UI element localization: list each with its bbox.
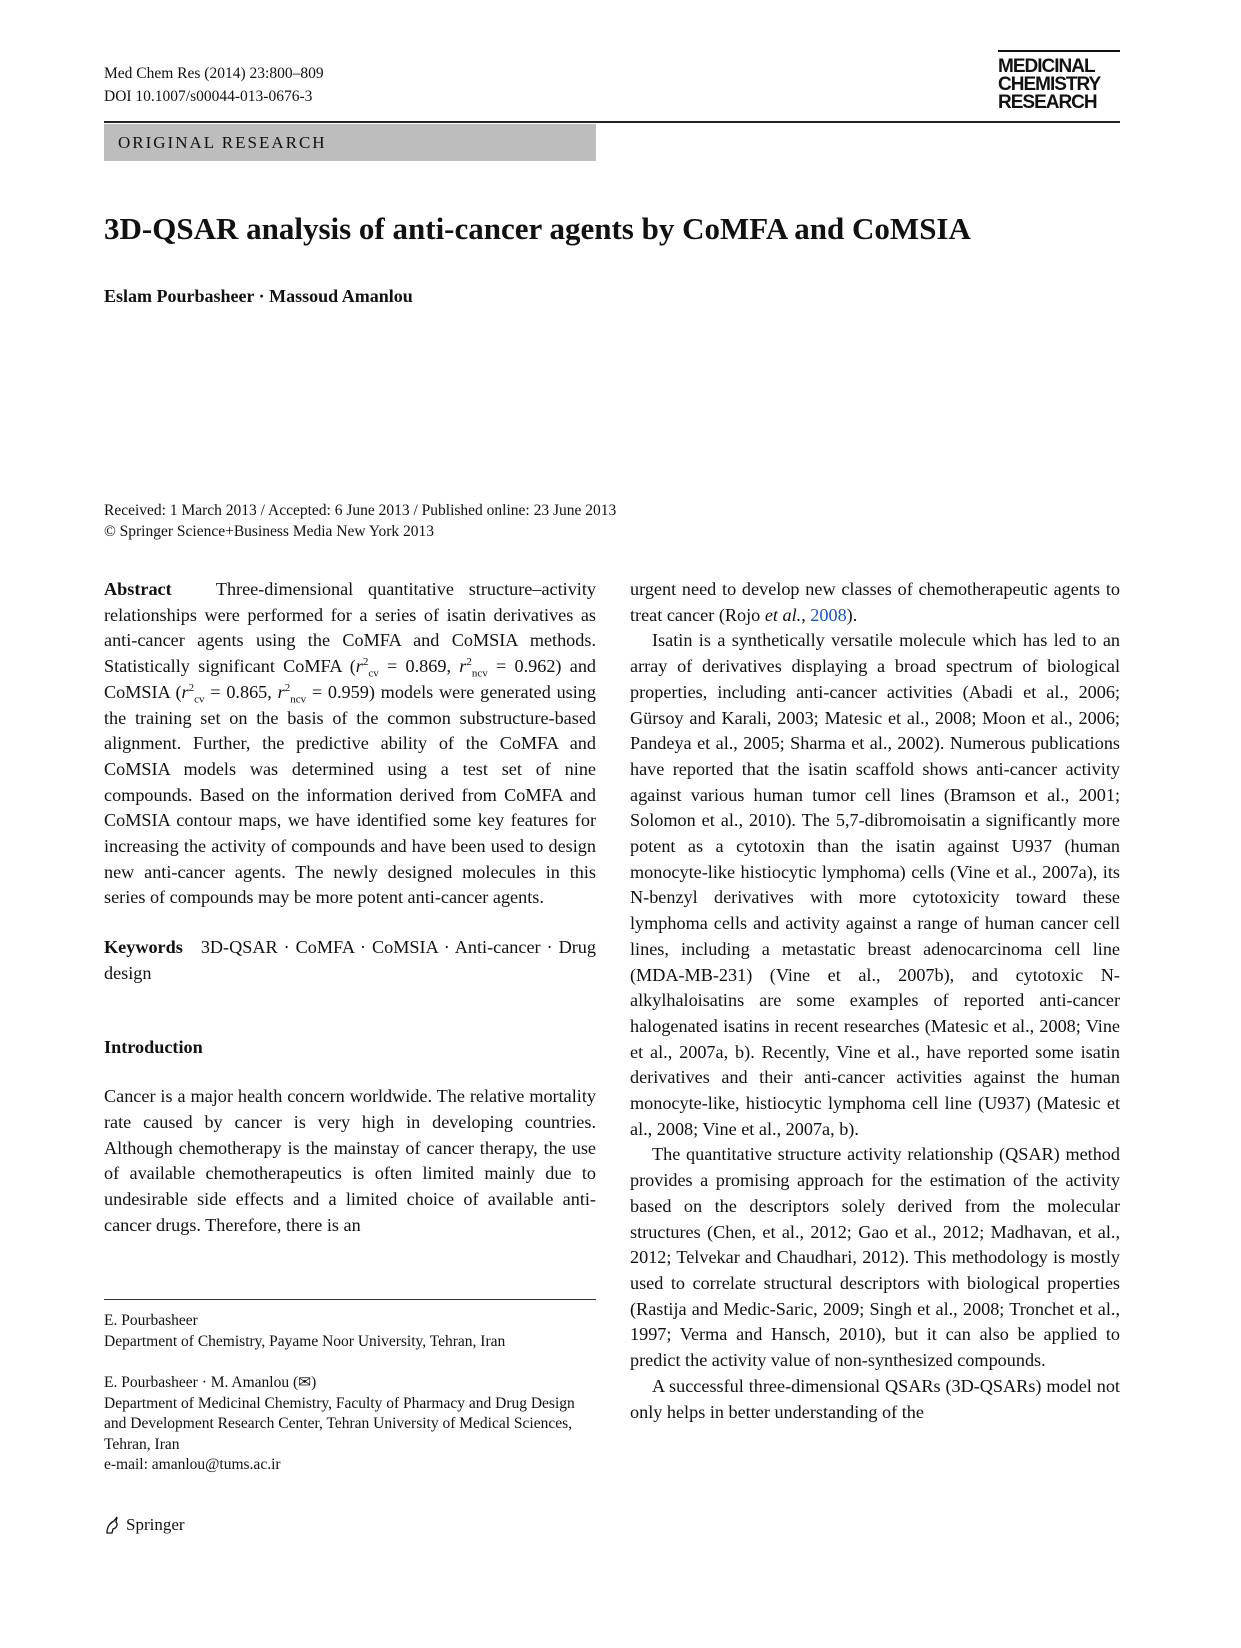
- footnote-1: [104, 1311, 596, 1352]
- citation-link[interactable]: 2008: [810, 604, 847, 625]
- abstract: Abstract Three-dimensional quantitative structure–activity relationships were performed for a series of isatin derivatives as anti-cancer agents using the CoMFA and CoMSIA methods. Statistically significant CoMFA ($r^2_{cv} = 0.869$, $r^2_{ncv} = 0.962$) and CoMSIA ($r^2_{cv} = 0.865$, $r^2_{ncv} = 0.959$) models were generated using the training set on the basis of the common substructure-based alignment. Further, the predictive ability of the CoMFA and CoMSIA models was determined using a test set of nine compounds. Based on the information derived from CoMFA and CoMSIA contour maps, we have identified some key features for increasing the activity of compounds and have been used to design new anti-cancer agents. The newly designed molecules in this series of compounds may be more potent anti-cancer agents.: [104, 579, 597, 908]
- journal-info: [104, 62, 324, 108]
- footnote-2-email[interactable]: e-mail: amanlou@tums.ac.ir: [104, 1456, 281, 1473]
- footnote-2-affiliation: Department of Medicinal Chemistry, Faculty of Pharmacy and Drug Design and Development Research Center, Tehran University of Medical Sciences, Tehran, Iran: [104, 1394, 575, 1453]
- section-banner: ORIGINAL RESEARCH: [104, 124, 596, 161]
- copyright: © Springer Science+Business Media New York 2013: [104, 523, 435, 540]
- keywords: [104, 935, 596, 986]
- abstract-label: Abstract: [104, 579, 172, 599]
- footnote-2: [104, 1373, 596, 1476]
- introduction-paragraph-1: Cancer is a major health concern worldwide. The relative mortality rate caused by cancer is very high in developing countries. Although chemotherapy is the mainstay of cancer therapy, the use of available chemotherapeutics is often limited mainly due to undesirable side effects and a limited choice of available anti-cancer drugs. Therefore, there is an: [104, 1086, 596, 1235]
- page-footer: [104, 1515, 185, 1535]
- footnote-1-affiliation: Department of Chemistry, Payame Noor University, Tehran, Iran: [104, 1332, 506, 1350]
- right-paragraph-2: Isatin is a synthetically versatile molecule which has led to an array of derivatives displaying a broad spectrum of biological properties, including anti-cancer activities (Abadi et al., 2006; Gürsoy and Karali, 2003; Matesic et al., 2008; Moon et al., 2006; Pandeya et al., 2005; Sharma et al., 2002). Numerous publications have reported that the isatin scaffold shows anti-cancer activity against various human tumor cell lines (Bramson et al., 2001; Solomon et al., 2010). The 5,7-dibromoisatin a significantly more potent as a cytotoxin than the isatin against U937 (human monocyte-like histiocytic lymphoma) cells (Vine et al., 2007a), its N-benzyl derivatives with more cytotoxicity toward these lymphoma cells and activity against a range of human cancer cell lines, including a metastatic breast adenocarcinoma cell line (MDA-MB-231) (Vine et al., 2007b), and cytotoxic N-alkylhaloisatins are some examples of reported anti-cancer halogenated isatins in recent researches (Matesic et al., 2008; Vine et al., 2007a, b). Recently, Vine et al., have reported some isatin derivatives and their anti-cancer activities against the human monocyte-like, histiocytic lymphoma cell line (U937) (Matesic et al., 2008; Vine et al., 2007a, b).: [630, 630, 1120, 1139]
- springer-horse-icon: [104, 1515, 120, 1535]
- keywords-label: Keywords: [104, 937, 183, 958]
- doi: DOI 10.1007/s00044-013-0676-3: [104, 88, 313, 105]
- logo-line-2: CHEMISTRY: [998, 74, 1101, 95]
- footnote-1-name: E. Pourbasheer: [104, 1312, 198, 1329]
- keywords-text: 3D-QSAR · CoMFA · CoMSIA · Anti-cancer · Drug design: [104, 937, 596, 983]
- logo-line-3: RESEARCH: [998, 92, 1097, 113]
- right-paragraph-4: A successful three-dimensional QSARs (3D-QSARs) model not only helps in better understanding of the: [630, 1375, 1120, 1422]
- right-paragraph-1: urgent need to develop new classes of chemotherapeutic agents to treat cancer (Rojo et al., 2008).: [630, 579, 1120, 625]
- introduction-heading: Introduction: [104, 1036, 203, 1057]
- article-dates: [104, 500, 616, 542]
- journal-logo: [998, 50, 1120, 112]
- footnote-rule: [104, 1299, 596, 1300]
- left-column: [104, 577, 596, 1238]
- right-column: [630, 577, 1120, 1425]
- citation: Med Chem Res (2014) 23:800–809: [104, 65, 324, 82]
- article-title: 3D-QSAR analysis of anti-cancer agents by CoMFA and CoMSIA: [104, 211, 971, 246]
- article-authors: Eslam Pourbasheer · Massoud Amanlou: [104, 286, 413, 306]
- logo-line-1: MEDICINAL: [998, 56, 1095, 77]
- history-dates: Received: 1 March 2013 / Accepted: 6 June 2013 / Published online: 23 June 2013: [104, 502, 617, 519]
- publisher-name: Springer: [126, 1515, 185, 1534]
- right-paragraph-3: The quantitative structure activity relationship (QSAR) method provides a promising approach for the estimation of the activity based on the descriptors solely derived from the molecular structures (Chen, et al., 2012; Gao et al., 2012; Madhavan, et al., 2012; Telvekar and Chaudhari, 2012). This methodology is mostly used to correlate structural descriptors with biological properties (Rastija and Medic-Saric, 2009; Singh et al., 2008; Tronchet et al., 1997; Verma and Hansch, 2010), but it can also be applied to predict the activity value of non-synthesized compounds.: [630, 1144, 1120, 1371]
- header-rule: [104, 121, 1120, 123]
- footnote-2-name: E. Pourbasheer · M. Amanlou (✉): [104, 1374, 317, 1391]
